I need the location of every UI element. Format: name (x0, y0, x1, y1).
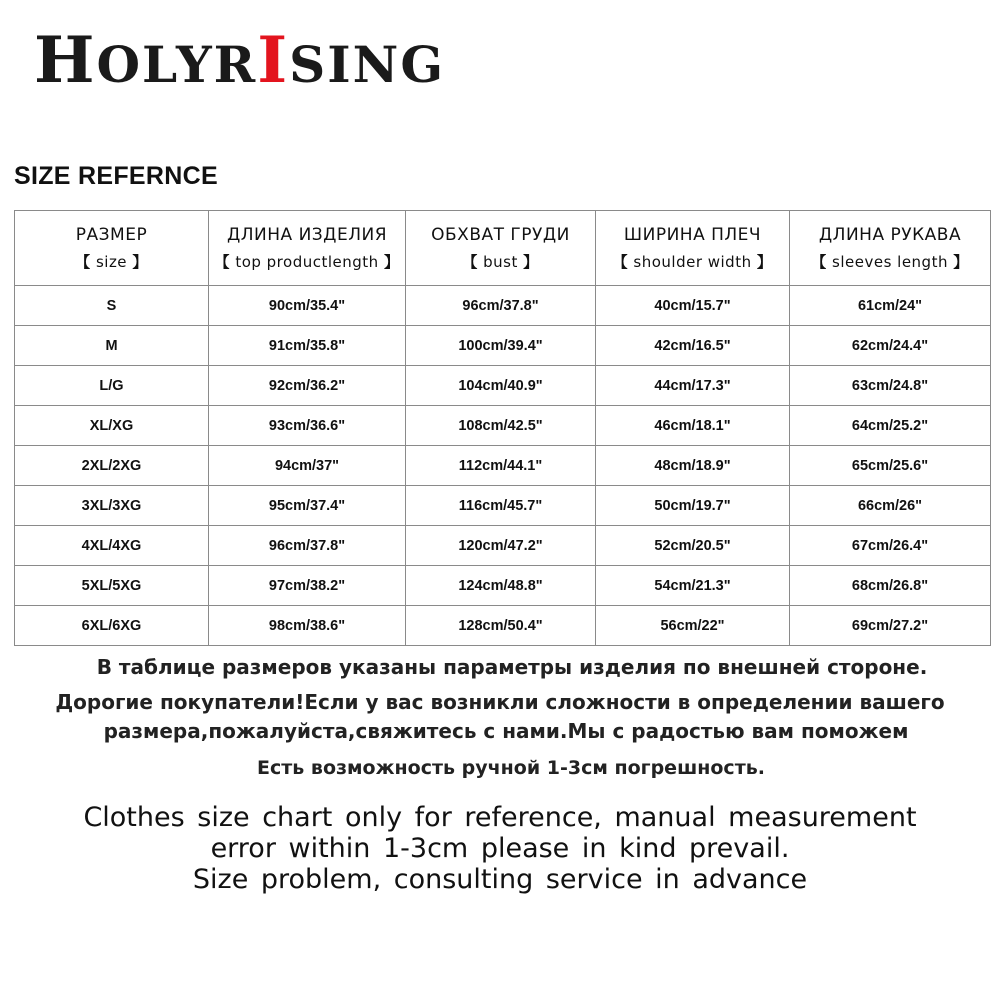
table-row (15, 326, 991, 366)
note-en-line-1: Clothes size chart only for reference, manual measurement (83, 802, 917, 833)
cell-length: 97cm/38.2" (209, 566, 406, 606)
table-header-row (15, 211, 991, 286)
cell-bust: 96cm/37.8" (406, 286, 596, 326)
cell-sleeve: 61cm/24" (790, 286, 991, 326)
bracket-open: 【 (214, 252, 231, 271)
cell-bust: 112cm/44.1" (406, 446, 596, 486)
cell-size: 2XL/2XG (15, 446, 209, 486)
logo-letter-h: H (34, 23, 97, 98)
cell-length: 94cm/37" (209, 446, 406, 486)
header-size-ru: РАЗМЕР (75, 224, 148, 245)
cell-bust: 100cm/39.4" (406, 326, 596, 366)
bracket-close: 】 (953, 252, 969, 271)
cell-size: XL/XG (15, 406, 209, 446)
header-sleeve (790, 211, 991, 286)
cell-length: 95cm/37.4" (209, 486, 406, 526)
cell-shoulder: 46cm/18.1" (596, 406, 790, 446)
header-size-en (15, 251, 208, 272)
header-bust-ru: ОБХВАТ ГРУДИ (431, 224, 570, 245)
bracket-close: 】 (383, 252, 400, 271)
table-row (15, 606, 991, 646)
note-ru-line-1: В таблице размеров указаны параметры изделия по внешней стороне. (96, 655, 928, 679)
cell-sleeve: 68cm/26.8" (790, 566, 991, 606)
cell-shoulder: 42cm/16.5" (596, 326, 790, 366)
table-row (15, 406, 991, 446)
header-size (15, 211, 209, 286)
cell-shoulder: 40cm/15.7" (596, 286, 790, 326)
header-sub-label: size (90, 252, 133, 271)
cell-size: 4XL/4XG (15, 526, 209, 566)
header-shoulder-en (596, 251, 789, 272)
cell-size: S (15, 286, 209, 326)
header-length-ru: ДЛИНА ИЗДЕЛИЯ (226, 224, 388, 245)
cell-shoulder: 44cm/17.3" (596, 366, 790, 406)
cell-bust: 128cm/50.4" (406, 606, 596, 646)
table-row (15, 446, 991, 486)
cell-size: 6XL/6XG (15, 606, 209, 646)
cell-size: M (15, 326, 209, 366)
cell-shoulder: 48cm/18.9" (596, 446, 790, 486)
cell-length: 90cm/35.4" (209, 286, 406, 326)
cell-length: 96cm/37.8" (209, 526, 406, 566)
header-length-en (209, 251, 405, 272)
note-en-line-2: error within 1-3cm please in kind prevail. (210, 833, 790, 864)
bracket-close: 】 (132, 252, 148, 271)
logo-letter-i: I (257, 23, 290, 98)
cell-size: L/G (15, 366, 209, 406)
cell-size: 3XL/3XG (15, 486, 209, 526)
cell-sleeve: 67cm/26.4" (790, 526, 991, 566)
cell-sleeve: 69cm/27.2" (790, 606, 991, 646)
header-sleeve-en (790, 251, 990, 272)
brand-logo (34, 23, 446, 98)
cell-bust: 104cm/40.9" (406, 366, 596, 406)
cell-shoulder: 52cm/20.5" (596, 526, 790, 566)
header-shoulder-ru: ШИРИНА ПЛЕЧ (623, 224, 762, 245)
bracket-open: 【 (612, 252, 629, 271)
table-row (15, 486, 991, 526)
cell-bust: 120cm/47.2" (406, 526, 596, 566)
header-sub-label: top productlength (230, 252, 384, 271)
size-table (14, 210, 991, 646)
cell-length: 93cm/36.6" (209, 406, 406, 446)
table-row (15, 286, 991, 326)
note-ru-line-4: Есть возможность ручной 1-3см погрешность. (257, 757, 765, 779)
header-bust (406, 211, 596, 286)
cell-sleeve: 62cm/24.4" (790, 326, 991, 366)
cell-shoulder: 50cm/19.7" (596, 486, 790, 526)
bracket-open: 【 (811, 252, 827, 271)
cell-shoulder: 56cm/22" (596, 606, 790, 646)
cell-length: 92cm/36.2" (209, 366, 406, 406)
header-sub-label: shoulder width (628, 252, 757, 271)
table-row (15, 526, 991, 566)
header-length (209, 211, 406, 286)
note-ru-line-2: Дорогие покупатели!Если у вас возникли сложности в определении вашего (55, 690, 945, 714)
header-bust-en (406, 251, 595, 272)
cell-bust: 116cm/45.7" (406, 486, 596, 526)
cell-bust: 124cm/48.8" (406, 566, 596, 606)
table-row (15, 566, 991, 606)
cell-shoulder: 54cm/21.3" (596, 566, 790, 606)
header-sub-label: sleeves length (826, 252, 954, 271)
header-sub-label: bust (477, 252, 524, 271)
cell-size: 5XL/5XG (15, 566, 209, 606)
cell-length: 98cm/38.6" (209, 606, 406, 646)
bracket-open: 【 (75, 252, 91, 271)
cell-sleeve: 65cm/25.6" (790, 446, 991, 486)
cell-sleeve: 63cm/24.8" (790, 366, 991, 406)
note-ru-line-3: размера,пожалуйста,свяжитесь с нами.Мы с радостью вам поможем (103, 719, 909, 743)
logo-letters-olyr: OLYR (96, 35, 258, 94)
header-sleeve-ru: ДЛИНА РУКАВА (818, 224, 962, 245)
cell-sleeve: 66cm/26" (790, 486, 991, 526)
table-row (15, 366, 991, 406)
cell-sleeve: 64cm/25.2" (790, 406, 991, 446)
bracket-close: 】 (756, 252, 773, 271)
header-shoulder (596, 211, 790, 286)
bracket-close: 】 (523, 252, 539, 271)
bracket-open: 【 (462, 252, 478, 271)
cell-bust: 108cm/42.5" (406, 406, 596, 446)
size-reference-heading: SIZE REFERNCE (14, 162, 218, 190)
note-en-line-3: Size problem, consulting service in advance (192, 864, 808, 895)
logo-letters-sing: SING (289, 35, 446, 94)
cell-length: 91cm/35.8" (209, 326, 406, 366)
